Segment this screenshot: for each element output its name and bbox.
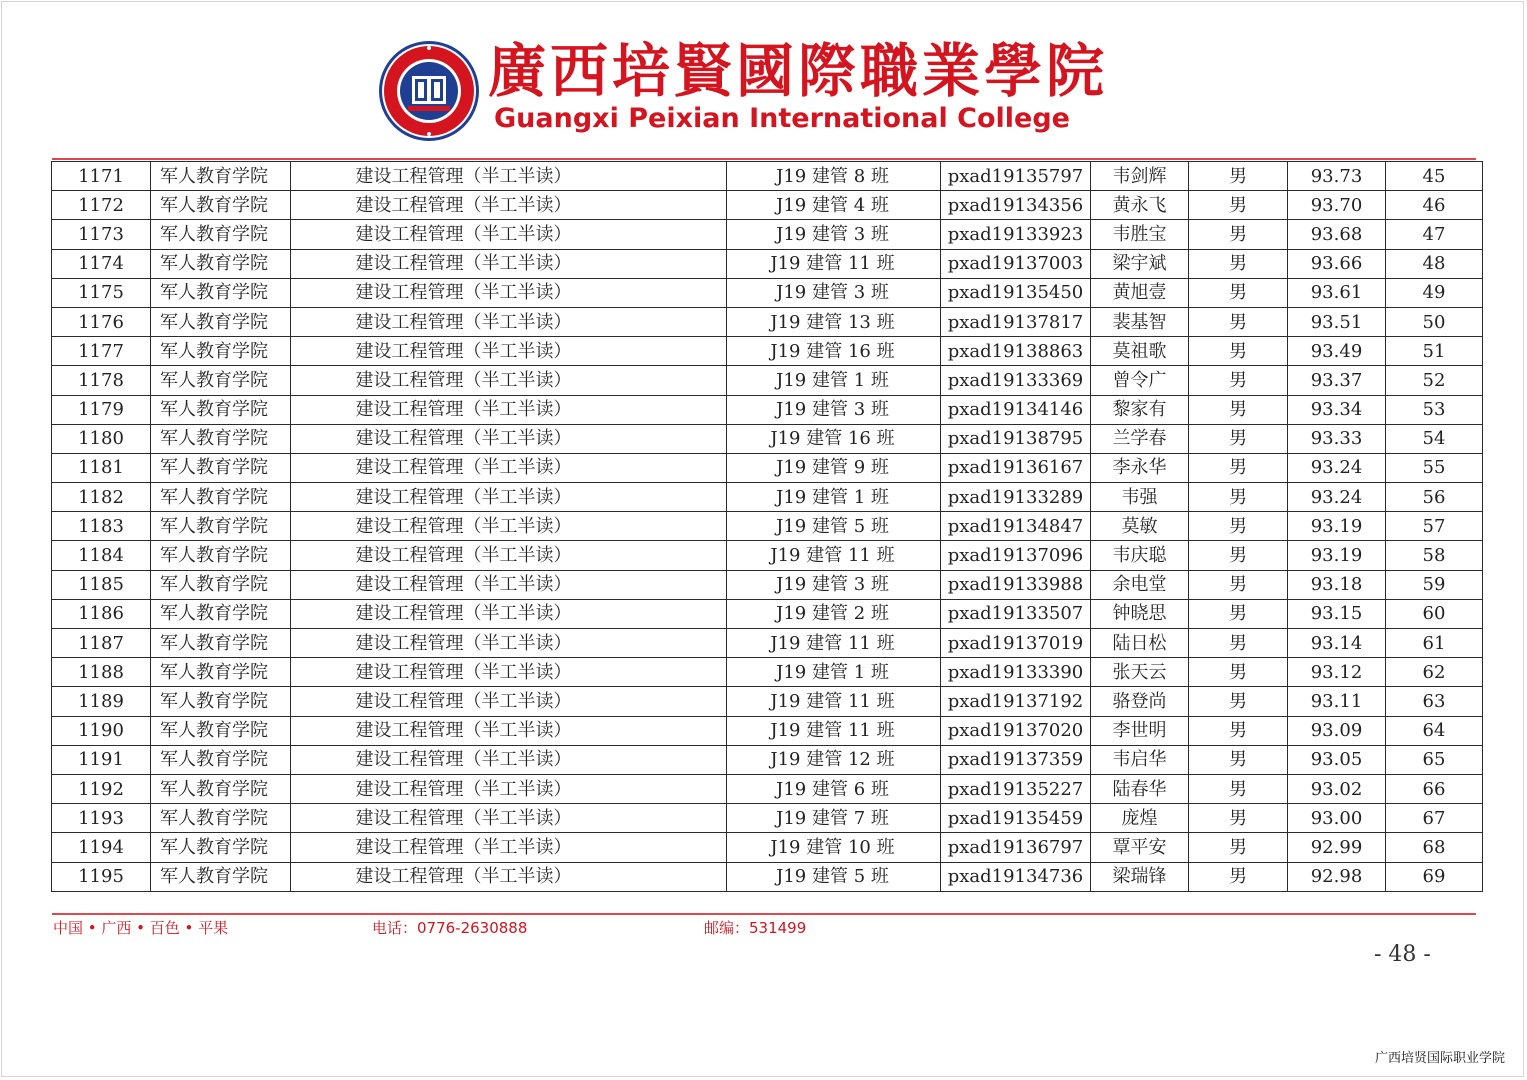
cell-gender: 男 bbox=[1189, 307, 1288, 336]
cell-class: J19 建管 11 班 bbox=[727, 249, 941, 278]
cell-student-name: 覃平安 bbox=[1091, 833, 1189, 862]
table-row bbox=[52, 337, 1483, 366]
cell-rank: 51 bbox=[1386, 337, 1483, 366]
cell-major: 建设工程管理（半工半读） bbox=[291, 191, 727, 220]
footer-phone: 电话：0776-2630888 bbox=[372, 919, 528, 937]
cell-major: 建设工程管理（半工半读） bbox=[291, 512, 727, 541]
cell-score: 93.73 bbox=[1288, 162, 1386, 191]
table-row bbox=[52, 687, 1483, 716]
cell-department: 军人教育学院 bbox=[151, 483, 291, 512]
cell-student-name: 庞煌 bbox=[1091, 804, 1189, 833]
cell-number: 1171 bbox=[52, 162, 151, 191]
cell-student-id: pxad19135227 bbox=[941, 774, 1091, 803]
cell-student-name: 莫祖歌 bbox=[1091, 337, 1189, 366]
table-row bbox=[52, 833, 1483, 862]
cell-score: 93.02 bbox=[1288, 774, 1386, 803]
cell-student-id: pxad19134736 bbox=[941, 862, 1091, 891]
cell-student-name: 裴基智 bbox=[1091, 307, 1189, 336]
cell-score: 93.49 bbox=[1288, 337, 1386, 366]
cell-number: 1188 bbox=[52, 658, 151, 687]
cell-rank: 67 bbox=[1386, 804, 1483, 833]
cell-department: 军人教育学院 bbox=[151, 570, 291, 599]
cell-major: 建设工程管理（半工半读） bbox=[291, 687, 727, 716]
cell-score: 93.19 bbox=[1288, 541, 1386, 570]
cell-score: 93.66 bbox=[1288, 249, 1386, 278]
table-row bbox=[52, 191, 1483, 220]
cell-department: 军人教育学院 bbox=[151, 220, 291, 249]
cell-gender: 男 bbox=[1189, 483, 1288, 512]
table-row bbox=[52, 862, 1483, 891]
cell-major: 建设工程管理（半工半读） bbox=[291, 541, 727, 570]
cell-number: 1184 bbox=[52, 541, 151, 570]
cell-gender: 男 bbox=[1189, 191, 1288, 220]
cell-score: 92.99 bbox=[1288, 833, 1386, 862]
cell-department: 军人教育学院 bbox=[151, 337, 291, 366]
page-number: - 48 - bbox=[1374, 942, 1431, 967]
cell-score: 92.98 bbox=[1288, 862, 1386, 891]
cell-rank: 46 bbox=[1386, 191, 1483, 220]
cell-rank: 64 bbox=[1386, 716, 1483, 745]
cell-class: J19 建管 3 班 bbox=[727, 220, 941, 249]
cell-department: 军人教育学院 bbox=[151, 658, 291, 687]
cell-rank: 60 bbox=[1386, 599, 1483, 628]
cell-number: 1177 bbox=[52, 337, 151, 366]
cell-rank: 63 bbox=[1386, 687, 1483, 716]
cell-number: 1186 bbox=[52, 599, 151, 628]
cell-student-id: pxad19133507 bbox=[941, 599, 1091, 628]
cell-student-name: 梁瑞锋 bbox=[1091, 862, 1189, 891]
cell-number: 1187 bbox=[52, 629, 151, 658]
cell-student-id: pxad19133289 bbox=[941, 483, 1091, 512]
cell-score: 93.24 bbox=[1288, 453, 1386, 482]
cell-rank: 69 bbox=[1386, 862, 1483, 891]
cell-major: 建设工程管理（半工半读） bbox=[291, 162, 727, 191]
college-name-english: Guangxi Peixian International College bbox=[494, 103, 1070, 134]
cell-class: J19 建管 3 班 bbox=[727, 570, 941, 599]
cell-rank: 57 bbox=[1386, 512, 1483, 541]
cell-major: 建设工程管理（半工半读） bbox=[291, 658, 727, 687]
cell-department: 军人教育学院 bbox=[151, 278, 291, 307]
cell-class: J19 建管 1 班 bbox=[727, 366, 941, 395]
cell-student-id: pxad19138795 bbox=[941, 424, 1091, 453]
cell-gender: 男 bbox=[1189, 541, 1288, 570]
cell-gender: 男 bbox=[1189, 337, 1288, 366]
header-divider bbox=[52, 158, 1476, 160]
table-row bbox=[52, 512, 1483, 541]
cell-student-name: 李永华 bbox=[1091, 453, 1189, 482]
table-row bbox=[52, 745, 1483, 774]
cell-gender: 男 bbox=[1189, 804, 1288, 833]
cell-number: 1176 bbox=[52, 307, 151, 336]
cell-student-id: pxad19138863 bbox=[941, 337, 1091, 366]
cell-score: 93.00 bbox=[1288, 804, 1386, 833]
cell-student-id: pxad19135450 bbox=[941, 278, 1091, 307]
cell-class: J19 建管 5 班 bbox=[727, 512, 941, 541]
cell-gender: 男 bbox=[1189, 629, 1288, 658]
cell-number: 1195 bbox=[52, 862, 151, 891]
table-row bbox=[52, 804, 1483, 833]
cell-major: 建设工程管理（半工半读） bbox=[291, 862, 727, 891]
cell-class: J19 建管 12 班 bbox=[727, 745, 941, 774]
cell-score: 93.09 bbox=[1288, 716, 1386, 745]
cell-rank: 65 bbox=[1386, 745, 1483, 774]
table-row bbox=[52, 483, 1483, 512]
cell-student-name: 钟晓思 bbox=[1091, 599, 1189, 628]
cell-gender: 男 bbox=[1189, 774, 1288, 803]
cell-department: 军人教育学院 bbox=[151, 629, 291, 658]
cell-rank: 61 bbox=[1386, 629, 1483, 658]
cell-number: 1175 bbox=[52, 278, 151, 307]
cell-student-name: 韦启华 bbox=[1091, 745, 1189, 774]
cell-rank: 53 bbox=[1386, 395, 1483, 424]
cell-score: 93.61 bbox=[1288, 278, 1386, 307]
cell-class: J19 建管 11 班 bbox=[727, 629, 941, 658]
table-row bbox=[52, 453, 1483, 482]
cell-rank: 49 bbox=[1386, 278, 1483, 307]
cell-major: 建设工程管理（半工半读） bbox=[291, 424, 727, 453]
cell-score: 93.70 bbox=[1288, 191, 1386, 220]
ranking-table bbox=[51, 161, 1483, 892]
cell-student-id: pxad19134146 bbox=[941, 395, 1091, 424]
cell-student-name: 黄旭壹 bbox=[1091, 278, 1189, 307]
cell-rank: 52 bbox=[1386, 366, 1483, 395]
cell-major: 建设工程管理（半工半读） bbox=[291, 395, 727, 424]
cell-student-name: 莫敏 bbox=[1091, 512, 1189, 541]
cell-student-name: 李世明 bbox=[1091, 716, 1189, 745]
cell-class: J19 建管 8 班 bbox=[727, 162, 941, 191]
table-row bbox=[52, 162, 1483, 191]
cell-department: 军人教育学院 bbox=[151, 599, 291, 628]
cell-student-id: pxad19133988 bbox=[941, 570, 1091, 599]
cell-class: J19 建管 11 班 bbox=[727, 687, 941, 716]
cell-class: J19 建管 6 班 bbox=[727, 774, 941, 803]
college-seal-logo bbox=[378, 40, 480, 142]
footer-zip: 邮编：531499 bbox=[704, 919, 807, 937]
cell-department: 军人教育学院 bbox=[151, 395, 291, 424]
cell-student-id: pxad19137359 bbox=[941, 745, 1091, 774]
cell-major: 建设工程管理（半工半读） bbox=[291, 366, 727, 395]
table-row bbox=[52, 658, 1483, 687]
cell-major: 建设工程管理（半工半读） bbox=[291, 278, 727, 307]
cell-student-name: 黎家有 bbox=[1091, 395, 1189, 424]
cell-class: J19 建管 11 班 bbox=[727, 716, 941, 745]
cell-gender: 男 bbox=[1189, 862, 1288, 891]
cell-department: 军人教育学院 bbox=[151, 833, 291, 862]
table-row bbox=[52, 541, 1483, 570]
cell-rank: 55 bbox=[1386, 453, 1483, 482]
cell-gender: 男 bbox=[1189, 512, 1288, 541]
cell-number: 1181 bbox=[52, 453, 151, 482]
cell-number: 1180 bbox=[52, 424, 151, 453]
cell-score: 93.33 bbox=[1288, 424, 1386, 453]
cell-department: 军人教育学院 bbox=[151, 541, 291, 570]
table-row bbox=[52, 716, 1483, 745]
cell-student-name: 陆春华 bbox=[1091, 774, 1189, 803]
cell-department: 军人教育学院 bbox=[151, 512, 291, 541]
table-row bbox=[52, 307, 1483, 336]
cell-score: 93.51 bbox=[1288, 307, 1386, 336]
cell-class: J19 建管 4 班 bbox=[727, 191, 941, 220]
cell-gender: 男 bbox=[1189, 453, 1288, 482]
cell-major: 建设工程管理（半工半读） bbox=[291, 774, 727, 803]
cell-department: 军人教育学院 bbox=[151, 249, 291, 278]
cell-number: 1194 bbox=[52, 833, 151, 862]
cell-number: 1183 bbox=[52, 512, 151, 541]
cell-rank: 50 bbox=[1386, 307, 1483, 336]
cell-major: 建设工程管理（半工半读） bbox=[291, 453, 727, 482]
cell-rank: 56 bbox=[1386, 483, 1483, 512]
cell-gender: 男 bbox=[1189, 395, 1288, 424]
cell-student-id: pxad19136167 bbox=[941, 453, 1091, 482]
cell-department: 军人教育学院 bbox=[151, 687, 291, 716]
cell-gender: 男 bbox=[1189, 278, 1288, 307]
table-row bbox=[52, 249, 1483, 278]
cell-student-name: 黄永飞 bbox=[1091, 191, 1189, 220]
table-row bbox=[52, 220, 1483, 249]
cell-rank: 59 bbox=[1386, 570, 1483, 599]
table-row bbox=[52, 629, 1483, 658]
cell-number: 1178 bbox=[52, 366, 151, 395]
cell-number: 1172 bbox=[52, 191, 151, 220]
cell-class: J19 建管 5 班 bbox=[727, 862, 941, 891]
cell-score: 93.37 bbox=[1288, 366, 1386, 395]
cell-student-id: pxad19134356 bbox=[941, 191, 1091, 220]
cell-class: J19 建管 2 班 bbox=[727, 599, 941, 628]
cell-major: 建设工程管理（半工半读） bbox=[291, 804, 727, 833]
cell-rank: 47 bbox=[1386, 220, 1483, 249]
cell-major: 建设工程管理（半工半读） bbox=[291, 629, 727, 658]
cell-class: J19 建管 10 班 bbox=[727, 833, 941, 862]
cell-department: 军人教育学院 bbox=[151, 366, 291, 395]
cell-rank: 66 bbox=[1386, 774, 1483, 803]
cell-major: 建设工程管理（半工半读） bbox=[291, 745, 727, 774]
cell-gender: 男 bbox=[1189, 833, 1288, 862]
cell-student-name: 张天云 bbox=[1091, 658, 1189, 687]
cell-score: 93.11 bbox=[1288, 687, 1386, 716]
college-name-chinese: 廣西培賢國際職業學院 bbox=[488, 37, 1109, 105]
cell-student-name: 梁宇斌 bbox=[1091, 249, 1189, 278]
cell-number: 1182 bbox=[52, 483, 151, 512]
cell-major: 建设工程管理（半工半读） bbox=[291, 220, 727, 249]
cell-number: 1191 bbox=[52, 745, 151, 774]
cell-class: J19 建管 16 班 bbox=[727, 337, 941, 366]
cell-student-name: 韦胜宝 bbox=[1091, 220, 1189, 249]
cell-major: 建设工程管理（半工半读） bbox=[291, 307, 727, 336]
cell-number: 1185 bbox=[52, 570, 151, 599]
cell-class: J19 建管 7 班 bbox=[727, 804, 941, 833]
cell-student-id: pxad19133390 bbox=[941, 658, 1091, 687]
cell-rank: 58 bbox=[1386, 541, 1483, 570]
cell-student-id: pxad19135459 bbox=[941, 804, 1091, 833]
cell-student-name: 韦强 bbox=[1091, 483, 1189, 512]
cell-major: 建设工程管理（半工半读） bbox=[291, 599, 727, 628]
cell-department: 军人教育学院 bbox=[151, 424, 291, 453]
cell-gender: 男 bbox=[1189, 424, 1288, 453]
corner-watermark-label: 广西培贤国际职业学院 bbox=[1374, 1051, 1505, 1066]
cell-class: J19 建管 13 班 bbox=[727, 307, 941, 336]
cell-student-name: 曾令广 bbox=[1091, 366, 1189, 395]
cell-student-id: pxad19136797 bbox=[941, 833, 1091, 862]
table-row bbox=[52, 278, 1483, 307]
cell-student-id: pxad19137192 bbox=[941, 687, 1091, 716]
cell-score: 93.19 bbox=[1288, 512, 1386, 541]
cell-major: 建设工程管理（半工半读） bbox=[291, 337, 727, 366]
cell-score: 93.18 bbox=[1288, 570, 1386, 599]
cell-number: 1174 bbox=[52, 249, 151, 278]
cell-gender: 男 bbox=[1189, 599, 1288, 628]
cell-major: 建设工程管理（半工半读） bbox=[291, 570, 727, 599]
cell-rank: 45 bbox=[1386, 162, 1483, 191]
cell-department: 军人教育学院 bbox=[151, 453, 291, 482]
cell-class: J19 建管 11 班 bbox=[727, 541, 941, 570]
cell-rank: 54 bbox=[1386, 424, 1483, 453]
cell-department: 军人教育学院 bbox=[151, 804, 291, 833]
cell-department: 军人教育学院 bbox=[151, 745, 291, 774]
cell-gender: 男 bbox=[1189, 366, 1288, 395]
cell-number: 1192 bbox=[52, 774, 151, 803]
cell-number: 1193 bbox=[52, 804, 151, 833]
cell-score: 93.24 bbox=[1288, 483, 1386, 512]
cell-major: 建设工程管理（半工半读） bbox=[291, 483, 727, 512]
cell-number: 1173 bbox=[52, 220, 151, 249]
cell-score: 93.68 bbox=[1288, 220, 1386, 249]
table-row bbox=[52, 774, 1483, 803]
cell-student-id: pxad19137019 bbox=[941, 629, 1091, 658]
cell-student-name: 骆登尚 bbox=[1091, 687, 1189, 716]
cell-department: 军人教育学院 bbox=[151, 191, 291, 220]
cell-student-name: 陆日松 bbox=[1091, 629, 1189, 658]
cell-score: 93.14 bbox=[1288, 629, 1386, 658]
cell-score: 93.15 bbox=[1288, 599, 1386, 628]
cell-student-id: pxad19137817 bbox=[941, 307, 1091, 336]
cell-student-id: pxad19133369 bbox=[941, 366, 1091, 395]
cell-student-name: 韦庆聪 bbox=[1091, 541, 1189, 570]
table-body bbox=[52, 162, 1483, 892]
cell-number: 1189 bbox=[52, 687, 151, 716]
cell-student-name: 余电堂 bbox=[1091, 570, 1189, 599]
cell-gender: 男 bbox=[1189, 745, 1288, 774]
table-row bbox=[52, 570, 1483, 599]
cell-major: 建设工程管理（半工半读） bbox=[291, 249, 727, 278]
cell-score: 93.05 bbox=[1288, 745, 1386, 774]
cell-score: 93.34 bbox=[1288, 395, 1386, 424]
cell-student-id: pxad19135797 bbox=[941, 162, 1091, 191]
cell-gender: 男 bbox=[1189, 687, 1288, 716]
cell-student-name: 兰学春 bbox=[1091, 424, 1189, 453]
cell-student-id: pxad19137096 bbox=[941, 541, 1091, 570]
table-row bbox=[52, 599, 1483, 628]
cell-class: J19 建管 3 班 bbox=[727, 278, 941, 307]
cell-score: 93.12 bbox=[1288, 658, 1386, 687]
cell-gender: 男 bbox=[1189, 570, 1288, 599]
cell-gender: 男 bbox=[1189, 249, 1288, 278]
cell-gender: 男 bbox=[1189, 162, 1288, 191]
cell-class: J19 建管 3 班 bbox=[727, 395, 941, 424]
cell-gender: 男 bbox=[1189, 658, 1288, 687]
cell-department: 军人教育学院 bbox=[151, 307, 291, 336]
cell-rank: 48 bbox=[1386, 249, 1483, 278]
cell-major: 建设工程管理（半工半读） bbox=[291, 833, 727, 862]
cell-rank: 68 bbox=[1386, 833, 1483, 862]
cell-class: J19 建管 16 班 bbox=[727, 424, 941, 453]
cell-department: 军人教育学院 bbox=[151, 162, 291, 191]
footer-divider bbox=[52, 913, 1476, 915]
cell-class: J19 建管 1 班 bbox=[727, 658, 941, 687]
table-row bbox=[52, 424, 1483, 453]
cell-department: 军人教育学院 bbox=[151, 716, 291, 745]
cell-number: 1179 bbox=[52, 395, 151, 424]
cell-department: 军人教育学院 bbox=[151, 774, 291, 803]
cell-rank: 62 bbox=[1386, 658, 1483, 687]
cell-department: 军人教育学院 bbox=[151, 862, 291, 891]
cell-gender: 男 bbox=[1189, 220, 1288, 249]
cell-student-id: pxad19137020 bbox=[941, 716, 1091, 745]
cell-class: J19 建管 9 班 bbox=[727, 453, 941, 482]
table-row bbox=[52, 366, 1483, 395]
cell-student-id: pxad19134847 bbox=[941, 512, 1091, 541]
cell-class: J19 建管 1 班 bbox=[727, 483, 941, 512]
cell-gender: 男 bbox=[1189, 716, 1288, 745]
cell-student-id: pxad19137003 bbox=[941, 249, 1091, 278]
cell-student-name: 韦剑辉 bbox=[1091, 162, 1189, 191]
footer-address: 中国 • 广西 • 百色 • 平果 bbox=[53, 919, 229, 937]
cell-student-id: pxad19133923 bbox=[941, 220, 1091, 249]
table-row bbox=[52, 395, 1483, 424]
cell-number: 1190 bbox=[52, 716, 151, 745]
cell-major: 建设工程管理（半工半读） bbox=[291, 716, 727, 745]
